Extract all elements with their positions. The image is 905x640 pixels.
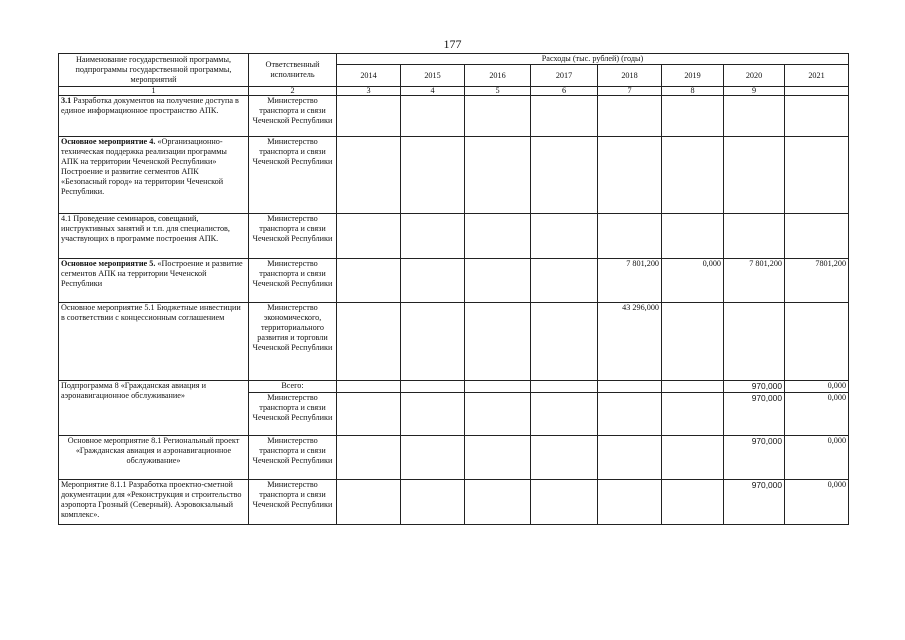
value-cell (598, 381, 662, 393)
value-cell (598, 393, 662, 436)
column-number: 4 (401, 87, 465, 96)
value-cell (401, 137, 465, 214)
table-row (59, 137, 849, 214)
value-cell (662, 381, 724, 393)
value-cell: 970,000 (724, 480, 785, 525)
row-name (59, 303, 249, 381)
value-cell (724, 96, 785, 137)
header-name-column: Наименование государственной программы, подпрограммы государственной программы, мероприятий (59, 54, 249, 87)
value-cell (785, 303, 849, 381)
table-row (59, 214, 849, 259)
value-cell (531, 480, 598, 525)
header-expenses: Расходы (тыс. рублей) (годы) (337, 54, 849, 65)
row-name-bold: Основное мероприятие 4. (61, 137, 156, 146)
row-responsible: Министерство транспорта и связи Чеченской Республики (249, 480, 337, 525)
column-number: 9 (724, 87, 785, 96)
row-name-bold: Основное мероприятие 5. (61, 259, 156, 268)
header-year: 2019 (662, 65, 724, 87)
value-cell (465, 480, 531, 525)
value-cell (337, 137, 401, 214)
column-number (785, 87, 849, 96)
header-responsible-column: Ответственный исполнитель (249, 54, 337, 87)
value-cell (662, 214, 724, 259)
column-number: 7 (598, 87, 662, 96)
value-cell (531, 96, 598, 137)
table-row (59, 96, 849, 137)
row-responsible: Министерство транспорта и связи Чеченской Республики (249, 137, 337, 214)
value-cell (662, 96, 724, 137)
value-cell (785, 214, 849, 259)
value-cell (465, 436, 531, 480)
row-name-text: Мероприятие 8.1.1 Разработка проектно-сметной документации для «Реконструкция и строительство аэропорта Грозный (Северный). Аэровокзальный комплекс». (61, 480, 242, 519)
value-cell (465, 259, 531, 303)
value-cell (465, 137, 531, 214)
row-name (59, 214, 249, 259)
row-name (59, 259, 249, 303)
row-name-text: Основное мероприятие 8.1 Региональный проект «Гражданская авиация и аэронавигационное обслуживание» (67, 436, 240, 465)
column-numbers-row (59, 87, 849, 96)
value-cell: 0,000 (785, 480, 849, 525)
value-cell (531, 214, 598, 259)
value-cell (785, 96, 849, 137)
value-cell (465, 393, 531, 436)
value-cell: 0,000 (785, 393, 849, 436)
value-cell: 7801,200 (785, 259, 849, 303)
value-cell (724, 214, 785, 259)
row-responsible: Министерство транспорта и связи Чеченской Республики (249, 393, 337, 436)
value-cell (401, 214, 465, 259)
value-cell (531, 137, 598, 214)
value-cell (598, 137, 662, 214)
header-year: 2021 (785, 65, 849, 87)
table-row (59, 381, 849, 393)
value-cell (662, 393, 724, 436)
value-cell (785, 137, 849, 214)
table-row (59, 480, 849, 525)
table-row (59, 259, 849, 303)
row-responsible-total: Всего: (249, 381, 337, 393)
table-row (59, 303, 849, 381)
value-cell (598, 436, 662, 480)
value-cell (465, 381, 531, 393)
value-cell (337, 381, 401, 393)
value-cell: 970,000 (724, 381, 785, 393)
row-name-text: «Построение и развитие сегментов АПК на территории Чеченской Республики (61, 259, 243, 288)
value-cell (531, 436, 598, 480)
value-cell (401, 96, 465, 137)
value-cell (401, 436, 465, 480)
value-cell: 43 296,000 (598, 303, 662, 381)
value-cell (337, 214, 401, 259)
column-number: 8 (662, 87, 724, 96)
column-number: 2 (249, 87, 337, 96)
value-cell (662, 480, 724, 525)
value-cell (337, 303, 401, 381)
value-cell (337, 436, 401, 480)
header-year: 2020 (724, 65, 785, 87)
value-cell (337, 259, 401, 303)
value-cell: 0,000 (785, 436, 849, 480)
value-cell (531, 259, 598, 303)
row-responsible: Министерство экономического, территориального развития и торговли Чеченской Республики (249, 303, 337, 381)
row-name-text: «Организационно-техническая поддержка реализации программы АПК на территории Чеченской Республики» Построение и развитие сегментов АПК «Безопасный город» на территории Чеченской Республики. (61, 137, 227, 196)
value-cell (531, 303, 598, 381)
header-year: 2014 (337, 65, 401, 87)
header-year: 2017 (531, 65, 598, 87)
row-name (59, 480, 249, 525)
value-cell (465, 96, 531, 137)
column-number: 6 (531, 87, 598, 96)
row-name-bold: 3.1 (61, 96, 72, 105)
row-responsible: Министерство транспорта и связи Чеченской Республики (249, 214, 337, 259)
row-name-text: Разработка документов на получение доступа в единое информационное пространство АПК. (61, 96, 239, 115)
page-number: 177 (443, 37, 462, 51)
value-cell (465, 303, 531, 381)
value-cell (598, 480, 662, 525)
value-cell (337, 393, 401, 436)
value-cell (598, 214, 662, 259)
row-responsible: Министерство транспорта и связи Чеченской Республики (249, 259, 337, 303)
value-cell (337, 480, 401, 525)
column-number: 5 (465, 87, 531, 96)
value-cell (401, 259, 465, 303)
value-cell (662, 436, 724, 480)
row-responsible: Министерство транспорта и связи Чеченской Республики (249, 436, 337, 480)
row-name (59, 436, 249, 480)
value-cell (662, 137, 724, 214)
row-responsible: Министерство транспорта и связи Чеченской Республики (249, 96, 337, 137)
value-cell: 7 801,200 (598, 259, 662, 303)
row-name-text: 4.1 Проведение семинаров, совещаний, инструктивных занятий и т.п. для специалистов, участвующих в программе построения АПК. (61, 214, 230, 243)
value-cell (401, 381, 465, 393)
header-year: 2018 (598, 65, 662, 87)
value-cell: 970,000 (724, 393, 785, 436)
value-cell (337, 96, 401, 137)
header-year: 2015 (401, 65, 465, 87)
table-row (59, 436, 849, 480)
value-cell (662, 303, 724, 381)
column-number: 1 (59, 87, 249, 96)
value-cell (531, 381, 598, 393)
row-name-text: Подпрограмма 8 «Гражданская авиация и аэронавигационное обслуживание» (61, 381, 207, 400)
value-cell: 0,000 (785, 381, 849, 393)
row-name (59, 137, 249, 214)
header-year: 2016 (465, 65, 531, 87)
value-cell (401, 480, 465, 525)
column-number: 3 (337, 87, 401, 96)
value-cell: 7 801,200 (724, 259, 785, 303)
row-name-text: Основное мероприятие 5.1 Бюджетные инвестиции в соответствии с концессионным соглашением (61, 303, 241, 322)
budget-table (58, 53, 849, 525)
row-name (59, 96, 249, 137)
value-cell (401, 393, 465, 436)
row-name (59, 381, 249, 436)
value-cell (401, 303, 465, 381)
value-cell: 0,000 (662, 259, 724, 303)
value-cell (465, 214, 531, 259)
value-cell: 970,000 (724, 436, 785, 480)
value-cell (598, 96, 662, 137)
value-cell (724, 137, 785, 214)
value-cell (531, 393, 598, 436)
value-cell (724, 303, 785, 381)
